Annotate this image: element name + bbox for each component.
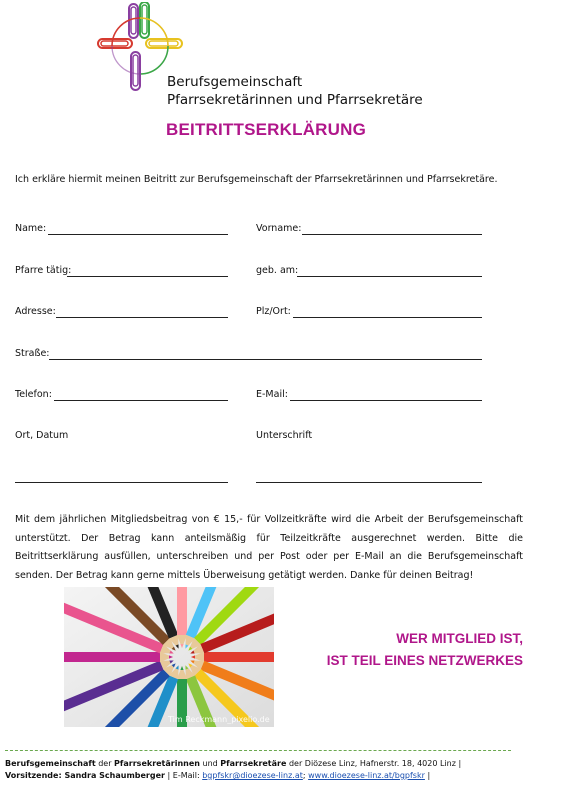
slogan-line2: IST TEIL EINES NETZWERKES: [326, 653, 523, 668]
ort-datum-label: Ort, Datum: [15, 430, 69, 441]
colored-pencils-photo: [64, 587, 274, 727]
adresse-field[interactable]: [56, 317, 228, 318]
pfarre-label: Pfarre tätig:: [15, 265, 72, 276]
pfarre-field[interactable]: [67, 276, 228, 277]
geb-label: geb. am:: [256, 265, 299, 276]
footer-web-link[interactable]: www.dioezese-linz.at/bgpfskr: [308, 771, 425, 780]
footer-contact: Vorsitzende: Sandra Schaumberger | E-Mail: bgpfskr@dioezese-linz.at; www.dioezese-linz.at/bgpfskr |: [5, 771, 431, 780]
geb-field[interactable]: [297, 276, 482, 277]
name-field[interactable]: [48, 234, 228, 235]
vorname-label: Vorname:: [256, 223, 302, 234]
strasse-label: Straße:: [15, 348, 50, 359]
pencil: [177, 587, 187, 648]
slogan-line1: WER MITGLIED IST,: [396, 631, 523, 646]
footer-email-link[interactable]: bgpfskr@dioezese-linz.at: [202, 771, 303, 780]
org-name-line2: Pfarrsekretärinnen und Pfarrsekretäre: [167, 92, 423, 108]
page-title: BEITRITTSERKLÄRUNG: [166, 120, 367, 139]
footer-address: Berufsgemeinschaft der Pfarrsekretärinnen und Pfarrsekretäre der Diözese Linz, Hafnerstr. 18, 4020 Linz |: [5, 759, 462, 768]
telefon-field[interactable]: [54, 400, 228, 401]
telefon-label: Telefon:: [15, 389, 52, 400]
email-label: E-Mail:: [256, 389, 288, 400]
pencil: [191, 652, 274, 662]
ort-datum-field[interactable]: [15, 482, 228, 483]
vorname-field[interactable]: [302, 234, 482, 235]
footer-divider: [5, 750, 511, 751]
pencil: [64, 652, 173, 662]
membership-fee-text: Mit dem jährlichen Mitgliedsbeitrag von € 15,- für Vollzeitkräfte wird die Arbeit der Berufsgemeinschaft unterstützt. Der Betrag kann anteilsmäßig für Teilzeitkräfte ausgerechnet werden. Bitte die Beitrittserklärung ausfüllen, unterschreiben und per Post oder per E-Mail an die Berufsgemeinschaft senden. Der Betrag kann gerne mittels Überweisung getätigt werden. Danke für deinen Beitrag!: [15, 514, 523, 581]
strasse-field[interactable]: [49, 359, 482, 360]
adresse-label: Adresse:: [15, 306, 56, 317]
photo-credit: Tim Reckmann_pixelio.de: [168, 715, 270, 724]
unterschrift-label: Unterschrift: [256, 430, 313, 441]
org-name-line1: Berufsgemeinschaft: [167, 74, 303, 90]
plz-field[interactable]: [293, 317, 482, 318]
unterschrift-field[interactable]: [256, 482, 482, 483]
email-field[interactable]: [290, 400, 482, 401]
intro-text: Ich erkläre hiermit meinen Beitritt zur Berufsgemeinschaft der Pfarrsekretärinnen und Pfarrsekretäre.: [15, 174, 498, 185]
name-label: Name:: [15, 223, 47, 234]
plz-label: Plz/Ort:: [256, 306, 291, 317]
